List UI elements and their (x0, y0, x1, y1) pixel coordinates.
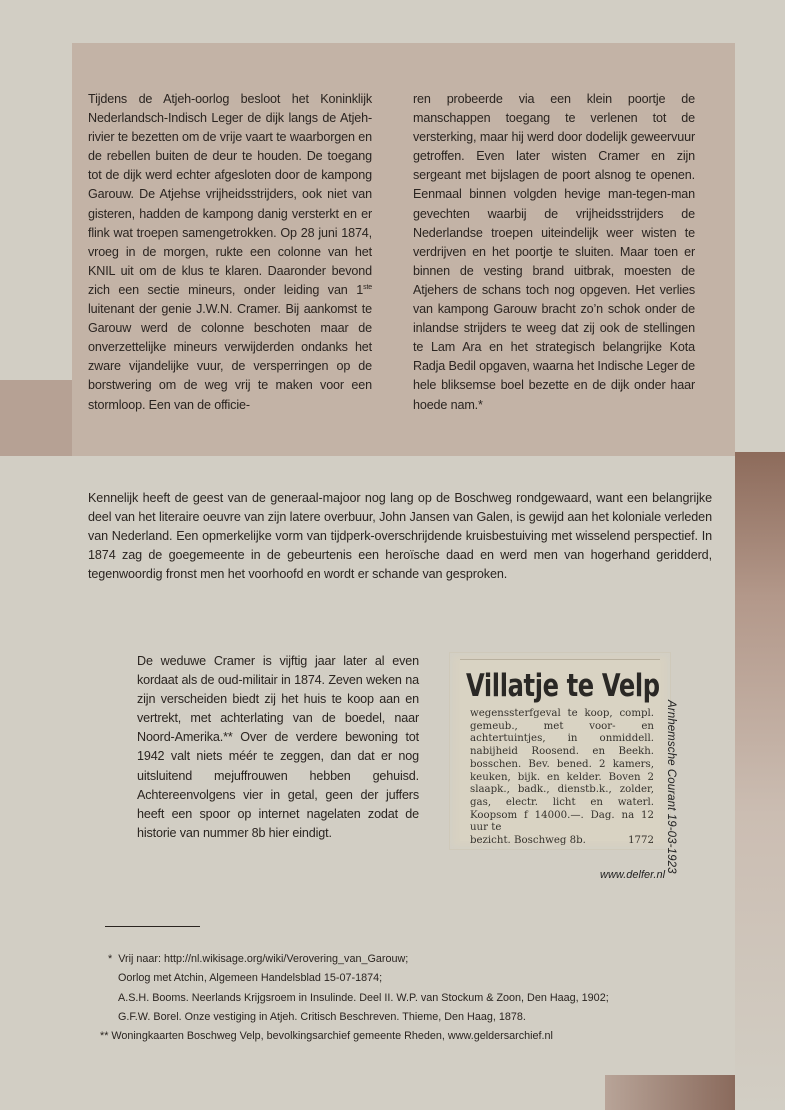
bottom-right-accent-block (605, 1075, 735, 1110)
footnote-2: ** Woningkaarten Boschweg Velp, bevolkingsarchief gemeente Rheden, www.geldersarchief.nl (100, 1030, 553, 1043)
footnote-1-line-2: Oorlog met Atchin, Algemeen Handelsblad 15-07-1874; (118, 972, 383, 985)
footnote-1-line-3: A.S.H. Booms. Neerlands Krijgsroem in Insulinde. Deel II. W.P. van Stockum & Zoon, Den Haag, 1902; (118, 991, 609, 1004)
widow-paragraph: De weduwe Cramer is vijftig jaar later al even kordaat als de oud-militair in 1874. Zeven weken na zijn verscheiden biedt zij het huis te koop aan en vertrekt, met achterlating van de boedel, naar Noord-Amerika.** Over de verdere bewoning tot 1942 valt niets méér te zeggen, dan dat er nog uitsluitend mejuffrouwen hebben gehuisd. Achtereenvolgens vier in getal, geen der juffers heeft een spoor op internet nagelaten zodat de historie van nummer 8b hier eindigt. (137, 654, 419, 840)
footnote-1-line-4: G.F.W. Borel. Onze vestiging in Atjeh. Critisch Beschreven. Thieme, Den Haag, 1878. (118, 1010, 526, 1023)
left-column-text: Tijdens de Atjeh-oorlog besloot het Koninklijk Nederlandsch-Indisch Leger de dijk langs de Atjeh-rivier te bezetten om de vrije vaart te waarborgen en de rebellen buiten de deur te houden. De toegang tot de dijk werd echter afgesloten door de kampong Garouw. De Atjehse vrijheidsstrijders, ook niet van gisteren, hadden de kampong danig versterkt en er flink wat troepen samengetrokken. Op 28 juni 1874, vroeg in de morgen, rukte een colonne van het KNIL uit om de klus te klaren. Daaronder bevond zich een sectie mineurs, onder leiding van 1ste luitenant der genie J.W.N. Cramer. Bij aankomst te Garouw werd de colonne beschoten maar de onverzettelijke mineurs verwijderden ondanks het zware vijandelijke vuur, de versperringen op de borstwering om de weg vrij te maken voor een stormloop. Een van de officie- (88, 92, 372, 412)
clipping-title: Villatje te Velp (466, 668, 660, 704)
footnote-1-line-1: * Vrij naar: http://nl.wikisage.org/wiki/Verovering_van_Garouw; (108, 953, 409, 965)
footnote-divider (105, 926, 200, 927)
clipping-last-line: bezicht. Boschweg 8b. (470, 835, 586, 847)
right-column (413, 90, 695, 415)
right-accent-bar (735, 452, 785, 1110)
left-accent-block (0, 380, 72, 456)
newspaper-clipping (449, 652, 671, 850)
footnotes (100, 950, 609, 1046)
clipping-source-caption: Arnhemsche Courant 19-03-1923 (665, 700, 677, 874)
right-column-text: ren probeerde via een klein poortje de manschappen toegang te verlenen tot de versterking, maar hij werd door dodelijk geweervuur getroffen. Even later wisten Cramer en zijn sergeant met bijslagen de poort alsnog te openen. Eenmaal binnen volgden hevige man-tegen-man gevechten waarbij de vrijheidsstrijders de Nederlandse troepen uiteindelijk weer wisten te verdrijven en het poortje te sluiten. Maar toen er binnen de vesting brand uitbrak, moesten de Atjehers de schans toch nog opgeven. Het verlies van kampong Garouw bracht zo’n schok onder de inlandse strijders te weeg dat zij ook de stellingen te Lam Ara en het strategisch belangrijke Kota Radja Bedil opgaven, waarna het Indische Leger de hele bliksemse boel bezette en de dijk onder haar hoede nam.* (413, 92, 695, 412)
middle-paragraph: Kennelijk heeft de geest van de generaal-majoor nog lang op de Boschweg rondgewaard, want een belangrijke deel van het literaire oeuvre van zijn latere overbuur, John Jansen van Galen, is gewijd aan het koloniale verleden van Nederland. Een opmerkelijke vorm van tijdperk-overschrijdende kruisbestuiving met wisselend perspectief. In 1874 zag de goegemeente in de gebeurtenis een heroïsche daad en werd men van hogerhand geridderd, tegenwoordig fronst men het voorhoofd en wordt er schande van gesproken. (88, 491, 712, 582)
source-url: www.delfer.nl (600, 869, 666, 881)
clipping-inner (460, 659, 660, 847)
clipping-body: wegenssterfgeval te koop, compl. gemeub., met voor- en achtertuintjes, in onmiddell. nabijheid Roosend. en Beekh. bosschen. Bev. bened. 2 kamers, keuken, bijk. en kelder. Boven 2 slaapk., badk., dienstb.k., zolder, gas, electr. licht en waterl. Koopsom f 14000.—. Dag. na 12 uur te bezicht. Boschweg 8b. 1772 (470, 708, 654, 847)
clipping-ad-number: 1772 (628, 835, 654, 847)
left-column (88, 90, 372, 415)
